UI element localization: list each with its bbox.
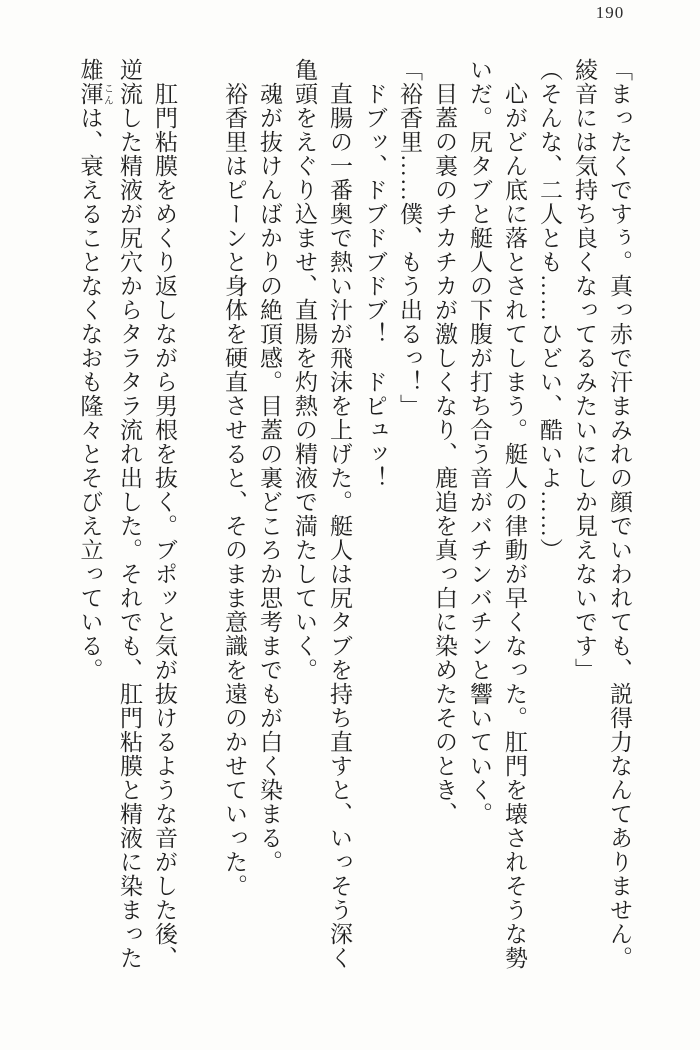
text-line: 「まったくですぅ。真っ赤で汗まみれの顔でいわれても、説得力なんてありません。 — [607, 58, 632, 970]
text-line: 綾音には気持ち良くなってるみたいにしか見えないです」 — [572, 58, 597, 682]
text-line: 亀頭をえぐり込ませ、直腸を灼熱の精液で満たしていく。 — [292, 58, 317, 682]
text-line: （そんな、二人とも……ひどい、酷いよ……） — [537, 58, 562, 562]
blank-line — [182, 58, 217, 1018]
text-line: いだ。尻タブと艇人の下腹が打ち合う音がバチンバチンと響いていく。 — [467, 58, 492, 826]
text-line: 逆流した精液が尻穴からタラタラ流れ出した。それでも、肛門粘膜と精液に染まった — [117, 58, 142, 970]
text-line: 目蓋の裏のチカチカが激しくなり、鹿追を真っ白に染めたそのとき、 — [432, 82, 457, 826]
text-line: 直腸の一番奥で熱い汁が飛沫を上げた。艇人は尻タブを持ち直すと、いっそう深く — [327, 82, 352, 970]
text-line: 裕香里はピーンと身体を硬直させると、そのまま意識を遠のかせていった。 — [222, 82, 247, 898]
text-line: 心がどん底に落とされてしまう。艇人の律動が早くなった。肛門を壊されそうな勢 — [502, 82, 527, 970]
page-number: 190 — [595, 3, 625, 22]
text-line: 雄渾 こんは、衰えることなくなおも隆々とそびえ立っている。 — [77, 58, 113, 682]
text-line: 「裕香里……僕、もう出るっ！」 — [397, 58, 422, 418]
vertical-text-block — [73, 58, 638, 1018]
text-line: ドブッ、ドブドブドブ！ ドピュッ！ — [362, 82, 387, 490]
furigana-ruby: 渾 こん — [77, 82, 113, 106]
text-line: 肛門粘膜をめくり返しながら男根を抜く。ブポッと気が抜けるような音がした後、 — [152, 82, 177, 970]
text-line: 魂が抜けんばかりの絶頂感。目蓋の裏どころか思考までもが白く染まる。 — [257, 82, 282, 874]
